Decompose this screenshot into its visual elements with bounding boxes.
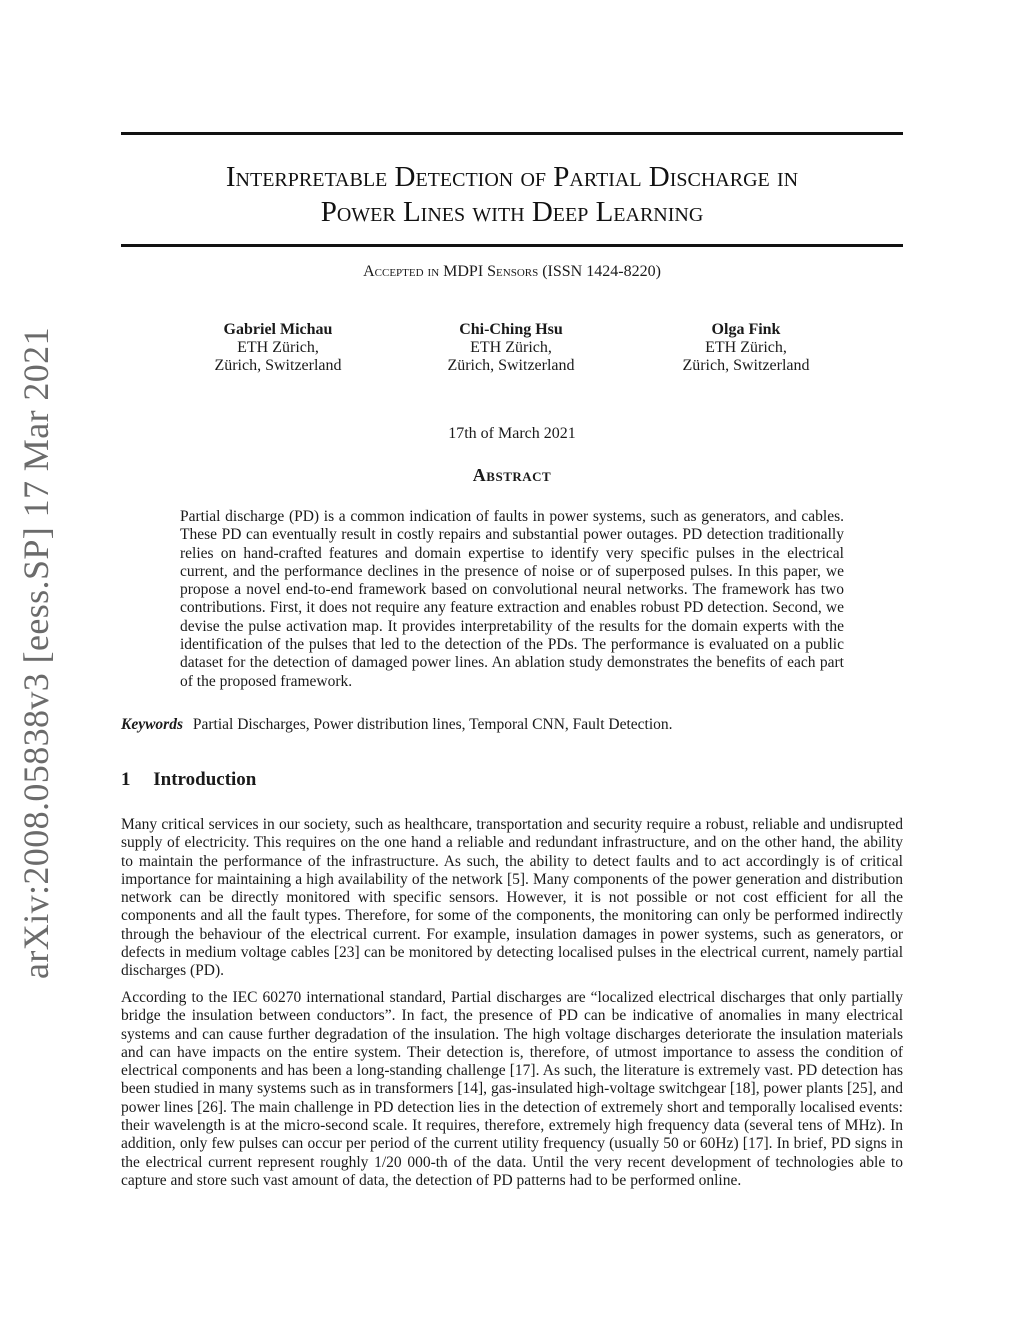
accepted-note: Accepted in MDPI Sensors (ISSN 1424-8220) — [363, 263, 661, 280]
author-affiliation: ETH Zürich, — [470, 339, 552, 356]
author-name: Gabriel Michau — [223, 321, 333, 338]
publication-date: 17th of March 2021 — [448, 425, 576, 442]
author-affiliation: ETH Zürich, — [237, 339, 319, 356]
section-title: Introduction — [153, 769, 257, 790]
body-paragraph: According to the IEC 60270 international standard, Partial discharges are “localized electrical discharges that only partially bridge the insulation between conductors”. In fact, the presence of PD can be indicative of anomalies in many electrical systems and can cause further degradation of the insulation. The high voltage discharges deteriorate the insulation materials and can have impacts on the entire system. Their detection is, therefore, of utmost importance to assess the condition of electrical components and has been a long-standing challenge [17]. As such, the literature is extremely vast. PD detection has been studied in many systems such as in transformers [14], gas-insulated high-voltage switchgear [18], power plants [25], and power lines [26]. The main challenge in PD detection lies in the detection of extremely short and temporally localised events: their wavelength is at the micro-second scale. It requires, therefore, extremely high frequency data (several tens of MHz). In addition, only few pulses can occur per period of the current utility frequency (usually 50 or 60Hz) [17]. In brief, PD signs in the electrical current represent roughly 1/20 000-th of the data. Until the very recent development of technologies able to capture and store such vast amount of data, the detection of PD patterns had to be performed online. — [121, 989, 903, 1189]
abstract-heading: Abstract — [472, 465, 552, 485]
keywords — [121, 716, 903, 734]
author-location: Zürich, Switzerland — [682, 357, 810, 374]
arxiv-stamp[interactable] — [4, 327, 68, 979]
author-block — [391, 321, 631, 375]
section-heading — [121, 769, 256, 791]
body-paragraph: Many critical services in our society, such as healthcare, transportation and security require a robust, reliable and undisrupted supply of electricity. This requires on the one hand a reliable and redundant infrastructure, and on the other hand, the ability to maintain the performance of the infrastructure. As such, the ability to detect faults and to act accordingly is of critical importance for maintaining a high availability of the network [5]. Many components of the power generation and distribution network can be directly monitored with specific sensors. However, it is not possible or not cost efficient for all the components and all the fault types. Therefore, for some of the components, the monitoring can only be performed indirectly through the behaviour of the electrical current. For example, insulation damages in power systems, such as generators, or defects in medium voltage cables [23] can be monitored by detecting localised pulses in the electrical current, namely partial discharges (PD). — [121, 816, 903, 980]
top-rule — [121, 132, 903, 135]
paper-title-line-1: Interpretable Detection of Partial Discharge in — [225, 161, 799, 193]
keywords-text: Partial Discharges, Power distribution lines, Temporal CNN, Fault Detection. — [192, 716, 673, 733]
keywords-label: Keywords — [121, 716, 183, 733]
author-name: Chi-Ching Hsu — [459, 321, 563, 338]
author-block — [158, 321, 398, 375]
abstract-body: Partial discharge (PD) is a common indication of faults in power systems, such as generators, and cables. These PD can eventually result in costly repairs and substantial power outages. PD detection traditionally relies on hand-crafted features and domain expertise to identify very specific pulses in the electrical current, and the performance declines in the presence of noise or of superposed pulses. In this paper, we propose a novel end-to-end framework based on convolutional neural networks. The framework has two contributions. First, it does not require any feature extraction and enables robust PD detection. Second, we devise the pulse activation map. It provides interpretability of the results for the domain experts with the identification of the pulses that led to the detection of the PDs. The performance is evaluated on a public dataset for the detection of damaged power lines. An ablation study demonstrates the benefits of each part of the proposed framework. — [180, 508, 844, 690]
author-block — [626, 321, 866, 375]
paper-title-line-2: Power Lines with Deep Learning — [320, 196, 704, 228]
author-affiliation: ETH Zürich, — [705, 339, 787, 356]
section-number: 1 — [121, 769, 131, 790]
author-location: Zürich, Switzerland — [447, 357, 575, 374]
paper-title — [121, 160, 903, 230]
arxiv-stamp-text: arXiv:2008.05838v3 [eess.SP] 17 Mar 2021 — [16, 327, 57, 979]
bottom-rule — [121, 244, 903, 247]
author-location: Zürich, Switzerland — [214, 357, 342, 374]
author-name: Olga Fink — [711, 321, 781, 338]
